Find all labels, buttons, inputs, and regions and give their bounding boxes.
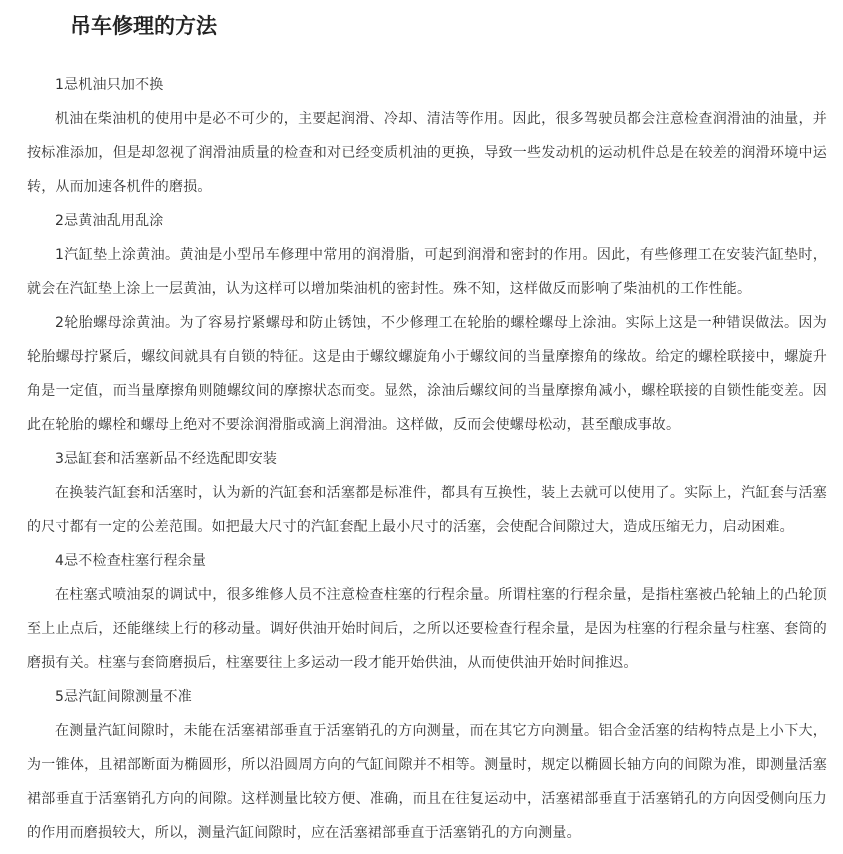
paragraph: 2轮胎螺母涂黄油。为了容易拧紧螺母和防止锈蚀，不少修理工在轮胎的螺栓螺母上涂油。实际上这是一种错误做法。因为轮胎螺母拧紧后，螺纹间就具有自锁的特征。这是由于螺纹螺旋角小于螺纹间的当量摩擦角的缘故。给定的螺栓联接中，螺旋升角是一定值，而当量摩擦角则随螺纹间的摩擦状态而变。显然，涂油后螺纹间的当量摩擦角减小，螺栓联接的自锁性能变差。因此在轮胎的螺栓和螺母上绝对不要涂润滑脂或滴上润滑油。这样做，反而会使螺母松动，甚至酿成事故。 [27, 315, 827, 433]
section-heading: 1忌机油只加不换 [55, 77, 164, 93]
section-heading: 2忌黄油乱用乱涂 [55, 213, 164, 229]
article-body [27, 68, 827, 850]
paragraph: 1汽缸垫上涂黄油。黄油是小型吊车修理中常用的润滑脂，可起到润滑和密封的作用。因此，有些修理工在安装汽缸垫时，就会在汽缸垫上涂上一层黄油，认为这样可以增加柴油机的密封性。殊不知，这样做反而影响了柴油机的工作性能。 [27, 247, 827, 297]
paragraph: 机油在柴油机的使用中是必不可少的，主要起润滑、冷却、清洁等作用。因此，很多驾驶员都会注意检查润滑油的油量，并按标准添加，但是却忽视了润滑油质量的检查和对已经变质机油的更换，导致一些发动机的运动机件总是在较差的润滑环境中运转，从而加速各机件的磨损。 [27, 111, 827, 195]
paragraph: 在测量汽缸间隙时，未能在活塞裙部垂直于活塞销孔的方向测量，而在其它方向测量。铝合金活塞的结构特点是上小下大，为一锥体，且裙部断面为椭圆形，所以沿圆周方向的气缸间隙并不相等。测量时，规定以椭圆长轴方向的间隙为准，即测量活塞裙部垂直于活塞销孔方向的间隙。这样测量比较方便、准确，而且在往复运动中，活塞裙部垂直于活塞销孔的方向因受侧向压力的作用而磨损较大，所以，测量汽缸间隙时，应在活塞裙部垂直于活塞销孔的方向测量。 [27, 723, 827, 841]
section-heading: 4忌不检查柱塞行程余量 [55, 553, 207, 569]
section-heading: 5忌汽缸间隙测量不准 [55, 689, 192, 705]
paragraph: 在柱塞式喷油泵的调试中，很多维修人员不注意检查柱塞的行程余量。所谓柱塞的行程余量，是指柱塞被凸轮轴上的凸轮顶至上止点后，还能继续上行的移动量。调好供油开始时间后，之所以还要检查行程余量，是因为柱塞的行程余量与柱塞、套筒的磨损有关。柱塞与套筒磨损后，柱塞要往上多运动一段才能开始供油，从而使供油开始时间推迟。 [27, 587, 827, 671]
paragraph: 在换装汽缸套和活塞时，认为新的汽缸套和活塞都是标准件，都具有互换性，装上去就可以使用了。实际上，汽缸套与活塞的尺寸都有一定的公差范围。如把最大尺寸的汽缸套配上最小尺寸的活塞，会使配合间隙过大，造成压缩无力，启动困难。 [27, 485, 827, 535]
page-title: 吊车修理的方法 [70, 14, 217, 38]
section-heading: 3忌缸套和活塞新品不经选配即安装 [55, 451, 278, 467]
